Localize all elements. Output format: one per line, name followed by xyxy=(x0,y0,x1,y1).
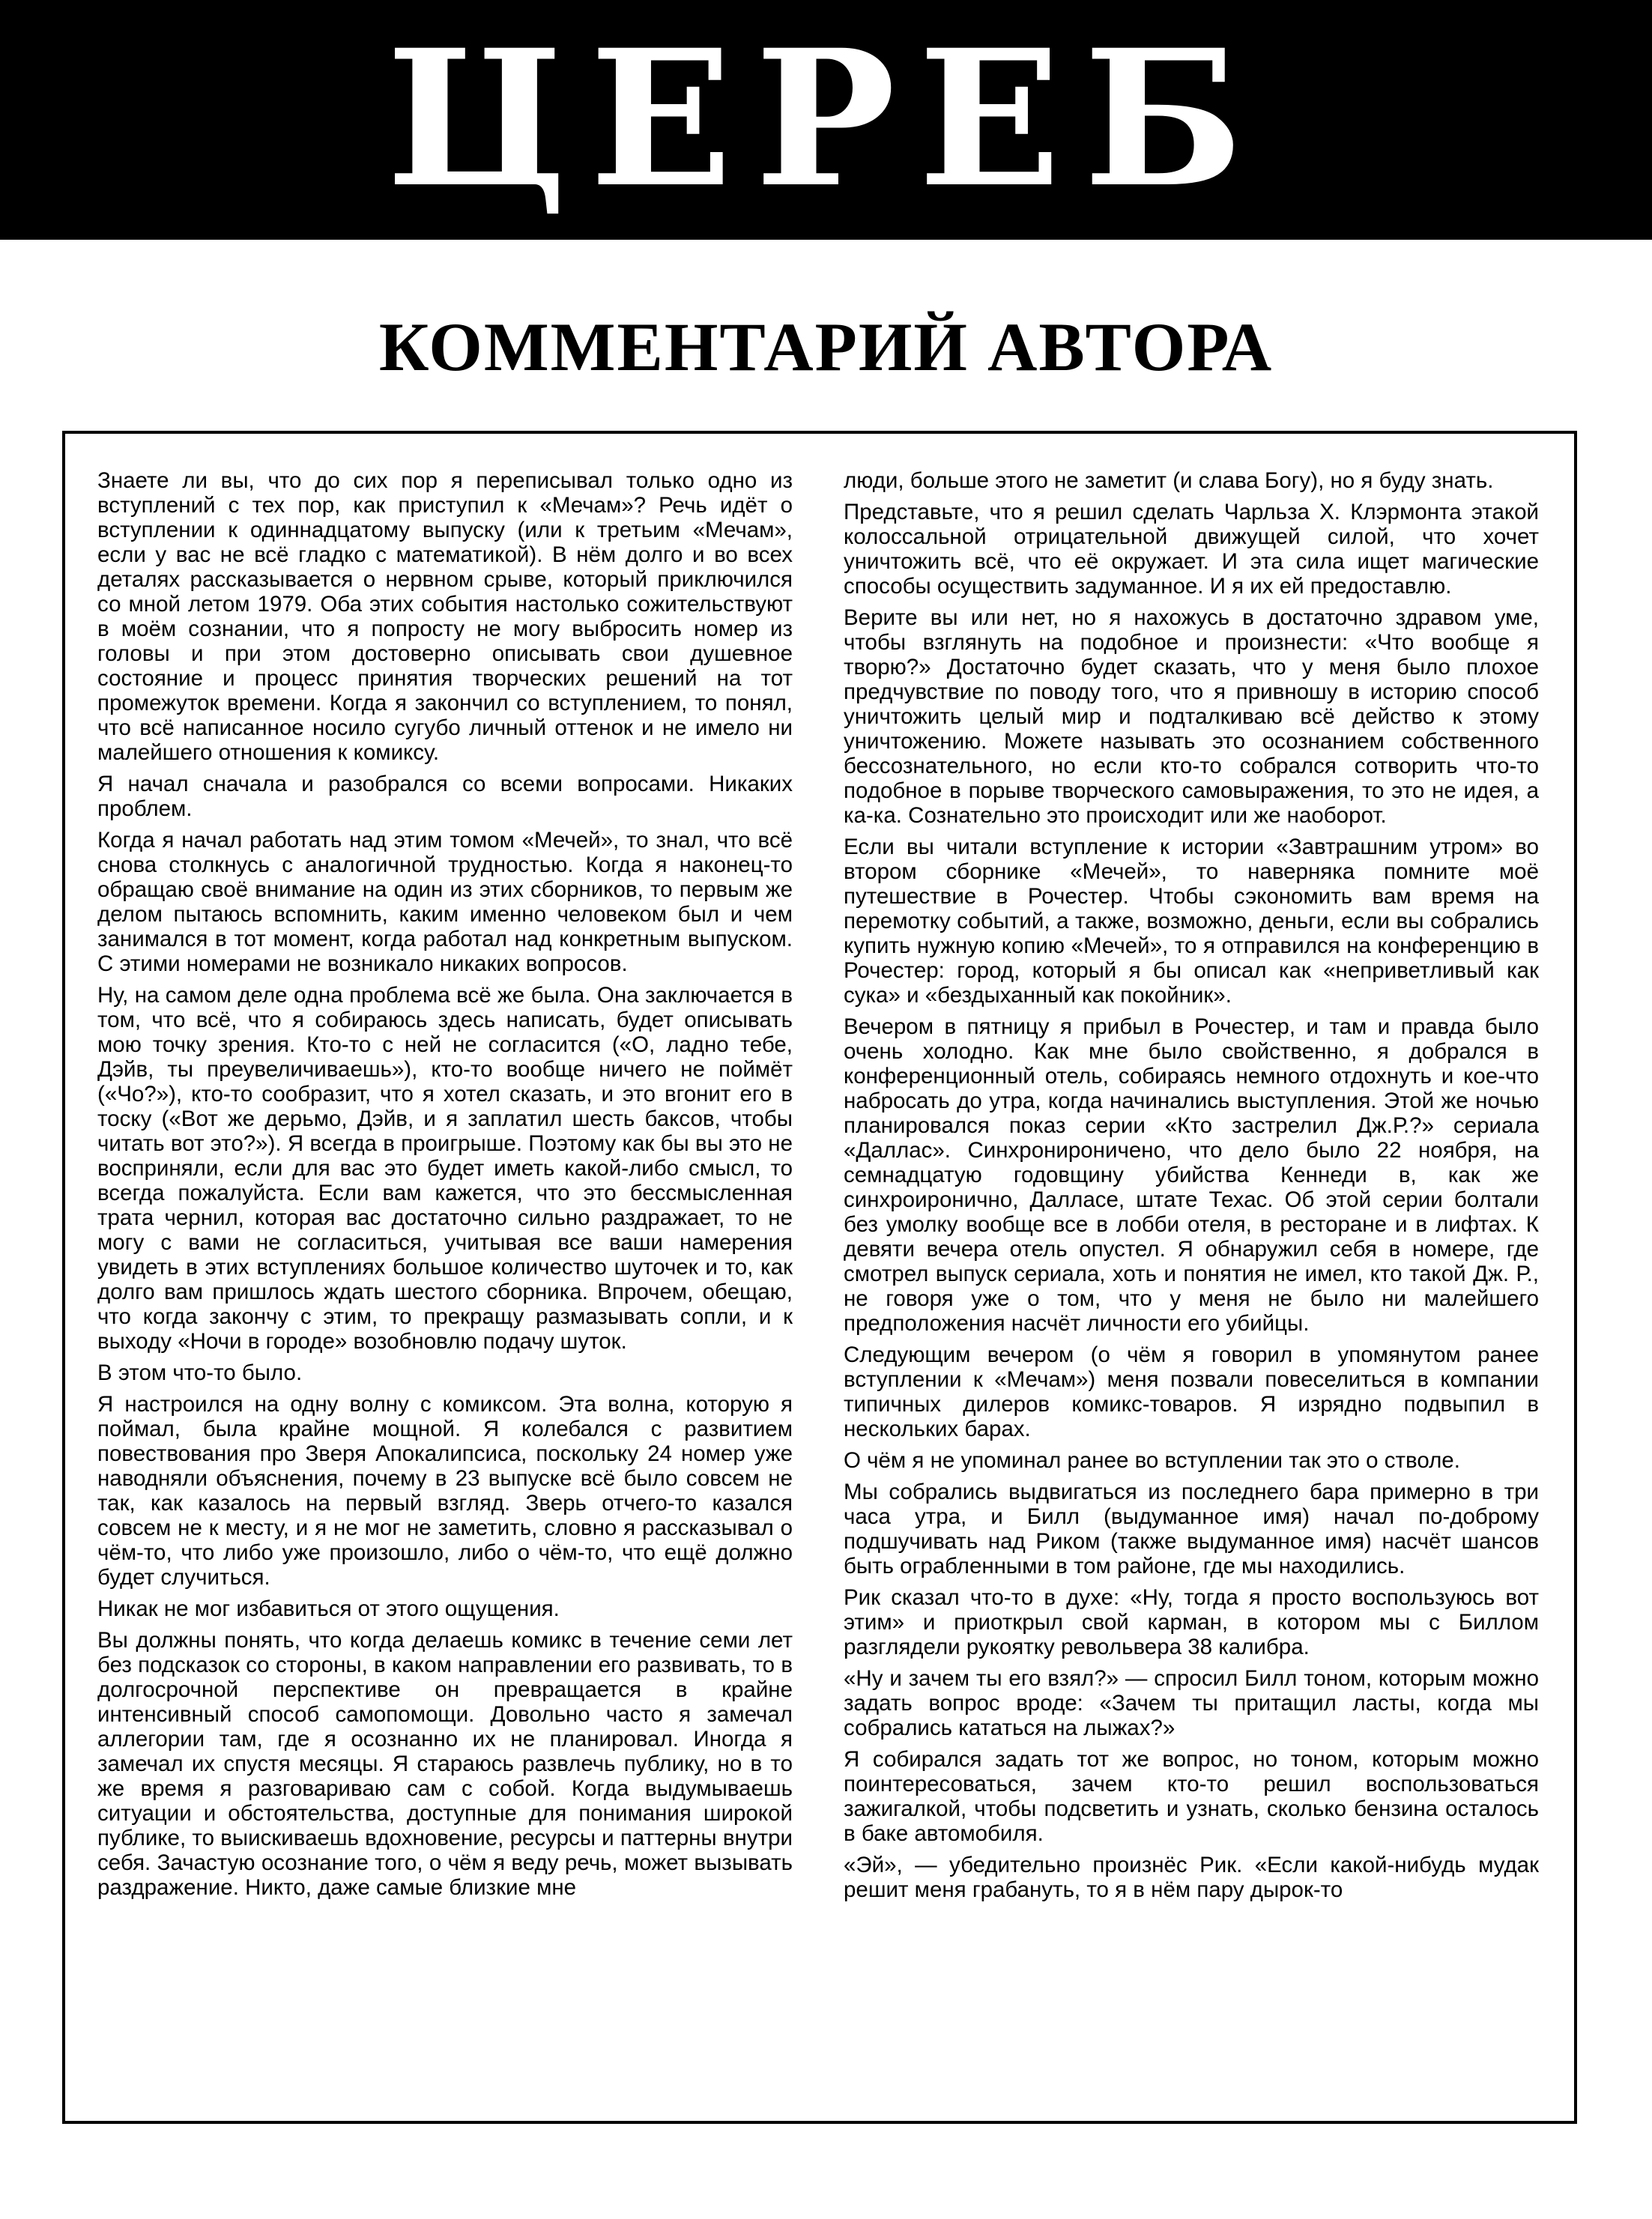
paragraph: Следующим вечером (о чём я говорил в упомянутом ранее вступлении к «Мечам») меня позвали повеселиться в компании типичных дилеров комикс-товаров. Я изрядно подвыпил в нескольких барах. xyxy=(844,1342,1539,1441)
paragraph: Ну, на самом деле одна проблема всё же была. Она заключается в том, что всё, что я собираюсь здесь написать, будет описывать мою точку зрения. Кто-то с ней не согласится («О, ладно тебе, Дэйв, ты преувеличиваешь»), кто-то вообще ничего не поймёт («Чо?»), кто-то сообразит, что я хотел сказать, и это вгонит его в тоску («Вот же дерьмо, Дэйв, и я заплатил шесть баксов, чтобы читать вот это?»). Я всегда в проигрыше. Поэтому как бы вы это не восприняли, если для вас это будет иметь какой-либо смысл, то всегда пожалуйста. Если вам кажется, что это бессмысленная трата чернил, которая вас достаточно сильно раздражает, то не могу с вами не согласиться, учитывая все ваши намерения увидеть в этих вступлениях большое количество шуточек и то, как долго вам пришлось ждать шестого сборника. Впрочем, обещаю, что когда закончу с этим, то прекращу размазывать сопли, и к выходу «Ночи в городе» возобновлю подачу шуток. xyxy=(97,983,793,1354)
article-frame xyxy=(62,431,1577,2124)
paragraph: Если вы читали вступление к истории «Завтрашним утром» во втором сборнике «Мечей», то наверняка помните моё путешествие в Рочестер. Чтобы сэкономить вам время на перемотку событий, а также, возможно, деньги, если вы собрались купить нужную копию «Мечей», то я отправился на конференцию в Рочестер: город, который я бы описал как «неприветливый как сука» и «бездыханный как покойник». xyxy=(844,835,1539,1008)
paragraph: Мы собрались выдвигаться из последнего бара примерно в три часа утра, и Билл (выдуманное имя) начал по-доброму подшучивать над Риком (также выдуманное имя) насчёт шансов быть ограбленными в том районе, где мы находились. xyxy=(844,1480,1539,1578)
paragraph: Я начал сначала и разобрался со всеми вопросами. Никаких проблем. xyxy=(97,772,793,821)
article-column-left xyxy=(97,468,793,2092)
paragraph: «Ну и зачем ты его взял?» — спросил Билл тоном, которым можно задать вопрос вроде: «Зачем ты притащил ласты, когда мы собрались кататься на лыжах?» xyxy=(844,1666,1539,1740)
paragraph: Знаете ли вы, что до сих пор я переписывал только одно из вступлений с тех пор, как приступил к «Мечам»? Речь идёт о вступлении к одиннадцатому выпуску (или к третьим «Мечам», если у вас не всё гладко с математикой). В нём долго и во всех деталях рассказывается о нервном срыве, который приключился со мной летом 1979. Оба этих события настолько сожительствуют в моём сознании, что я попросту не могу выбросить номер из головы и при этом достоверно описывать свои душевное состояние и процесс принятия творческих решений на тот промежуток времени. Когда я закончил со вступлением, то понял, что всё написанное носило сугубо личный оттенок и не имело ни малейшего отношения к комиксу. xyxy=(97,468,793,765)
masthead-banner xyxy=(0,0,1652,240)
paragraph: В этом что-то было. xyxy=(97,1360,303,1385)
paragraph: «Эй», — убедительно произнёс Рик. «Если какой-нибудь мудак решит меня грабануть, то я в нём пару дырок-то xyxy=(844,1853,1539,1902)
paragraph: Когда я начал работать над этим томом «Мечей», то знал, что всё снова столкнусь с аналогичной трудностью. Когда я наконец-то обращаю своё внимание на один из этих сборников, то первым же делом пытаюсь вспомнить, каким именно человеком был и чем занимался в тот момент, когда работал над конкретным выпуском. С этими номерами не возникало никаких вопросов. xyxy=(97,828,793,976)
paragraph: Представьте, что я решил сделать Чарльза Х. Клэрмонта этакой колоссальной отрицательной движущей силой, что хочет уничтожить всё, что её окружает. И эта сила ищет магические способы осуществить задуманное. И я их ей предоставлю. xyxy=(844,500,1539,599)
masthead-title: ЦЕРЕБ xyxy=(386,8,1266,228)
paragraph: О чём я не упоминал ранее во вступлении так это о стволе. xyxy=(844,1448,1460,1473)
paragraph: Никак не мог избавиться от этого ощущения. xyxy=(97,1596,560,1621)
article-column-right xyxy=(844,468,1539,2092)
section-title: КОММЕНТАРИЙ АВТОРА xyxy=(378,309,1274,385)
paragraph: Верите вы или нет, но я нахожусь в достаточно здравом уме, чтобы взглянуть на подобное и произнести: «Что вообще я творю?» Достаточно будет сказать, что у меня было плохое предчувствие по поводу того, что я привношу в историю способ уничтожить целый мир и подталкиваю всё действо к этому уничтожению. Можете называть это осознанием собственного бессознательного, но если кто-то собрался сотворить что-то подобное в порыве творческого самовыражения, то это не идея, а ка-ка. Сознательно это происходит или же наоборот. xyxy=(844,605,1539,828)
paragraph: Вечером в пятницу я прибыл в Рочестер, и там и правда было очень холодно. Как мне было свойственно, я добрался в конференционный отель, собираясь немного отдохнуть и кое-что набросать до утра, когда начинались выступления. Этой же ночью планировался показ серии «Кто застрелил Дж.Р.?» сериала «Даллас». Синхронироничено, что дело было 22 ноября, на семнадцатую годовщину убийства Кеннеди в, как же синхроиронично, Далласе, штате Техас. Об этой серии болтали без умолку вообще все в лобби отеля, в ресторане и в лифтах. К девяти вечера отель опустел. Я обнаружил себя в номере, где смотрел выпуск сериала, хоть и понятия не имел, кто такой Дж. Р., не говоря уже о том, что у меня не было ни малейшего предположения насчёт личности его убийцы. xyxy=(844,1014,1539,1336)
paragraph: Я настроился на одну волну с комиксом. Эта волна, которую я поймал, была крайне мощной. Я колебался с развитием повествования про Зверя Апокалипсиса, поскольку 24 номер уже наводняли объяснения, почему в 23 выпуске всё было совсем не так, как казалось на первый взгляд. Зверь отчего-то казался совсем не к месту, и я не мог не заметить, словно я рассказывал о чём-то, что либо уже произошло, либо о чём-то, что ещё должно будет случиться. xyxy=(97,1392,793,1590)
paragraph: Вы должны понять, что когда делаешь комикс в течение семи лет без подсказок со стороны, в каком направлении его развивать, то в долгосрочной перспективе он превращается в крайне интенсивный способ самопомощи. Довольно часто я замечал аллегории там, где я осознанно их не планировал. Иногда я замечал их спустя месяцы. Я стараюсь развлечь публику, но в то же время я разговариваю сам с собой. Когда выдумываешь ситуации и обстоятельства, доступные для понимания широкой публике, то выискиваешь вдохновение, ресурсы и паттерны внутри себя. Зачастую осознание того, о чём я веду речь, может вызывать раздражение. Никто, даже самые близкие мне xyxy=(97,1628,793,1900)
paragraph: люди, больше этого не заметит (и слава Богу), но я буду знать. xyxy=(844,468,1494,493)
paragraph: Рик сказал что-то в духе: «Ну, тогда я просто воспользуюсь вот этим» и приоткрыл свой карман, в котором мы с Биллом разглядели рукоятку револьвера 38 калибра. xyxy=(844,1585,1539,1659)
paragraph: Я собирался задать тот же вопрос, но тоном, которым можно поинтересоваться, зачем кто-то решил воспользоваться зажигалкой, чтобы подсветить и узнать, сколько бензина осталось в баке автомобиля. xyxy=(844,1747,1539,1846)
